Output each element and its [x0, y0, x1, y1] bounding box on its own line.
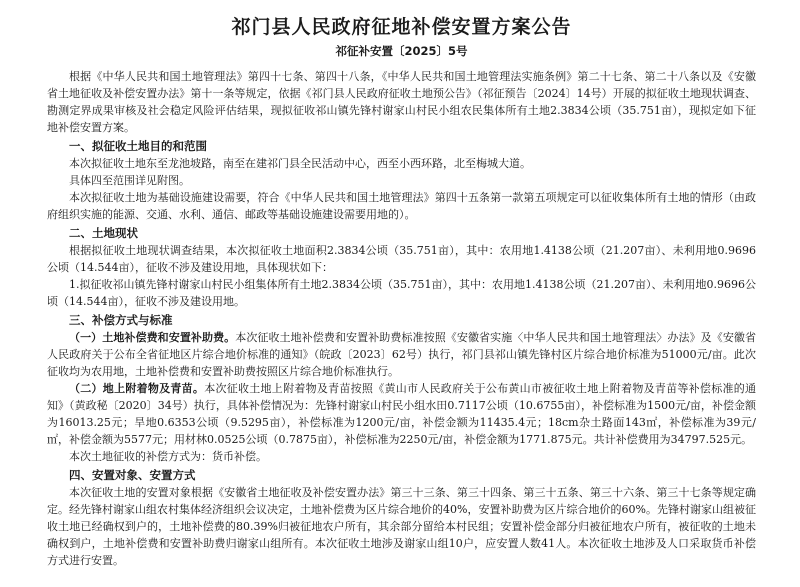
section-1-heading: 一、拟征收土地目的和范围 — [69, 139, 207, 153]
section-3-item-1 — [47, 329, 756, 380]
section-1-paragraph-3: 本次拟征收土地为基础设施建设需要，符合《中华人民共和国土地管理法》第四十五条第一款第五项规定可以征收集体所有土地的情形（由政府组织实施的能源、交通、水利、通信、邮政等基础设施建设需要用地的）。 — [47, 191, 756, 221]
section-1-paragraph-1: 本次拟征收土地东至龙池坡路，南至在建祁门县全民活动中心，西至小西环路，北至梅城大道。 — [69, 157, 531, 170]
section-4-paragraph-1: 本次征收土地的安置对象根据《安徽省土地征收及补偿安置办法》第三十三条、第三十四条、第三十五条、第三十六条、第三十七条等规定确定。经先锋村谢家山组农村集体经济组织会议决定，土地补偿费为区片综合地价的40%，安置补助费为区片综合地价的60%。先锋村谢家山组被征收土地已经确权到户的，土地补偿费的80.39%归被征地农户所有，其余部分留给本村民组；安置补偿金部分归被征地农户所有，被征收的土地未确权到户，土地补偿费和安置补助费归谢家山组所有。本次征收土地涉及谢家山组10户，应安置人数41人。本次征收土地涉及人口采取货币补偿方式进行安置。 — [47, 486, 756, 567]
section-4-heading: 四、安置对象、安置方式 — [69, 468, 196, 482]
section-3-item-2-text: 本次征收土地上附着物及青苗按照《黄山市人民政府关于公布黄山市被征收土地上附着物及青苗等补偿标准的通知》（黄政秘〔2020〕34号）执行，具体补偿情况为：先锋村谢家山村民小组水田0.7117公顷（10.6755亩），补偿标准为1500元/亩，补偿金额为16013.25元；旱地0.6353公顷（9.5295亩），补偿标准为1200元/亩，补偿金额为11435.4元；18cm杂土路面143㎡，补偿标准为39元/㎡，补偿金额为5577元；用材林0.0525公顷（0.7875亩），补偿标准为2250元/亩，补偿金额为1771.875元。共计补偿费用为34797.525元。 — [47, 382, 756, 446]
page-title: 祁门县人民政府征地补偿安置方案公告 — [231, 16, 572, 38]
section-3-heading: 三、补偿方式与标准 — [69, 313, 173, 327]
intro-paragraph: 根据《中华人民共和国土地管理法》第四十七条、第四十八条，《中华人民共和国土地管理法实施条例》第二十七条、第二十八条以及《安徽省土地征收及补偿安置办法》第十一条等规定，依据《祁门县人民政府征收土地预公告》（祁征预告〔2024〕14号）开展的拟征收土地现状调查、勘测定界成果审核及社会稳定风险评估结果，现拟征收祁山镇先锋村谢家山村民小组农民集体所有土地2.3834公顷（35.751亩），现拟定如下征地补偿安置方案。 — [47, 70, 756, 134]
section-3-paragraph-3: 本次土地征收的补偿方式为：货币补偿。 — [69, 450, 267, 463]
section-3-item-2-label: （二）地上附着物及青苗。 — [69, 382, 205, 395]
section-3-item-2 — [47, 380, 756, 448]
section-3-item-1-label: （一）土地补偿费和安置补助费。 — [69, 331, 236, 344]
section-1-paragraph-2: 具体四至范围详见附图。 — [69, 174, 190, 187]
section-2-paragraph-1: 根据拟征收土地现状调查结果，本次拟征收土地面积2.3834公顷（35.751亩），其中：农用地1.4138公顷（21.207亩）、未利用地0.9696公顷（14.544亩），征收不涉及建设用地，具体现状如下： — [47, 244, 756, 274]
section-3-item-1-text: 本次征收土地补偿费和安置补助费标准按照《安徽省实施〈中华人民共和国土地管理法〉办法》及《安徽省人民政府关于公布全省征地区片综合地价标准的通知》（皖政〔2023〕62号）执行，祁门县祁山镇先锋村区片综合地价标准为51000元/亩。此次征收均为农用地，土地补偿费和安置补助费按照区片综合地价标准执行。 — [47, 331, 757, 378]
section-2-paragraph-2: 1.拟征收祁山镇先锋村谢家山村民小组集体所有土地2.3834公顷（35.751亩），其中：农用地1.4138公顷（21.207亩）、未利用地0.9696公顷（14.544亩），征收不涉及建设用地。 — [47, 278, 756, 308]
document-number: 祁征补安置〔2025〕5号 — [335, 44, 468, 58]
section-2-heading: 二、土地现状 — [69, 226, 138, 240]
